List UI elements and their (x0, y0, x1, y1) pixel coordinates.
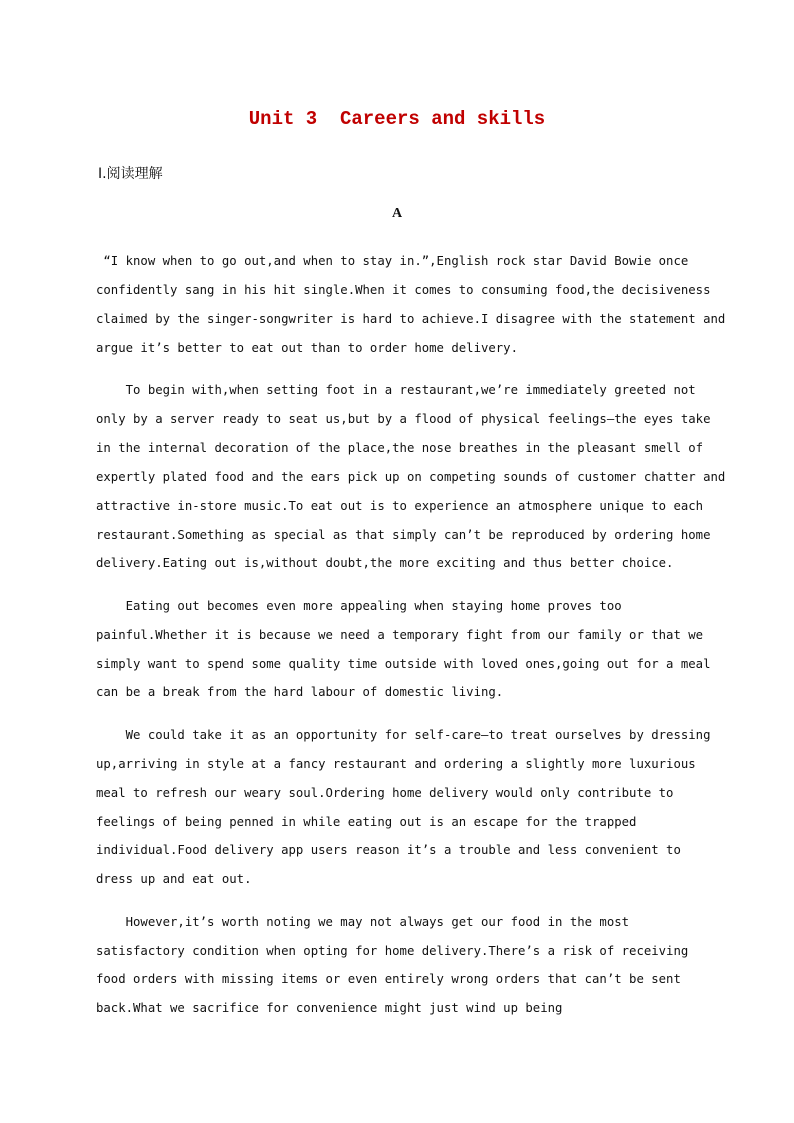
text-line: claimed by the singer-songwriter is hard to achieve.I disagree with the statement and (96, 311, 726, 326)
text-line: food orders with missing items or even entirely wrong orders that can’t be sent (96, 972, 681, 987)
paragraph-1 (96, 247, 726, 363)
paragraph-5 (96, 908, 696, 1024)
paragraph-3 (96, 592, 711, 708)
text-line: up,arriving in style at a fancy restaurant and ordering a slightly more luxurious (96, 756, 696, 771)
passage-label: A (391, 206, 403, 221)
text-line: We could take it as an opportunity for self-care—to treat ourselves by dressing (96, 727, 711, 742)
text-line: only by a server ready to seat us,but by a flood of physical feelings—the eyes take (96, 411, 711, 426)
text-line: back.What we sacrifice for convenience might just wind up being (96, 1001, 563, 1016)
text-line: painful.Whether it is because we need a temporary fight from our family or that we (96, 627, 704, 642)
text-line: restaurant.Something as special as that simply can’t be reproduced by ordering home (96, 527, 711, 542)
text-line: “I know when to go out,and when to stay in.”,English rock star David Bowie once (96, 254, 689, 268)
text-line: individual.Food delivery app users reason it’s a trouble and less convenient to (96, 843, 681, 858)
text-line: However,it’s worth noting we may not always get our food in the most (96, 914, 630, 929)
text-line: can be a break from the hard labour of domestic living. (96, 685, 504, 700)
text-line: meal to refresh our weary soul.Ordering home delivery would only contribute to (96, 785, 674, 800)
paragraph-4 (96, 721, 711, 894)
text-line: argue it’s better to eat out than to order home delivery. (96, 340, 518, 355)
text-line: To begin with,when setting foot in a restaurant,we’re immediately greeted not (96, 383, 696, 398)
text-line: confidently sang in his hit single.When it comes to consuming food,the decisiveness (96, 282, 711, 297)
unit-title: Unit 3 Careers and skills (248, 108, 546, 130)
text-line: satisfactory condition when opting for home delivery.There’s a risk of receiving (96, 943, 689, 958)
text-line: feelings of being penned in while eating out is an escape for the trapped (96, 814, 637, 829)
passage-body (96, 247, 726, 1037)
text-line: Eating out becomes even more appealing when staying home proves too (96, 598, 622, 613)
paragraph-2 (96, 376, 726, 578)
text-line: simply want to spend some quality time outside with loved ones,going out for a meal (96, 656, 711, 671)
section-heading: Ⅰ.阅读理解 (98, 166, 163, 182)
text-line: dress up and eat out. (96, 872, 252, 887)
text-line: attractive in-store music.To eat out is to experience an atmosphere unique to each (96, 498, 704, 513)
text-line: delivery.Eating out is,without doubt,the more exciting and thus better choice. (96, 556, 674, 571)
text-line: in the internal decoration of the place,the nose breathes in the pleasant smell of (96, 440, 704, 455)
text-line: expertly plated food and the ears pick up on competing sounds of customer chatter and (96, 469, 726, 484)
